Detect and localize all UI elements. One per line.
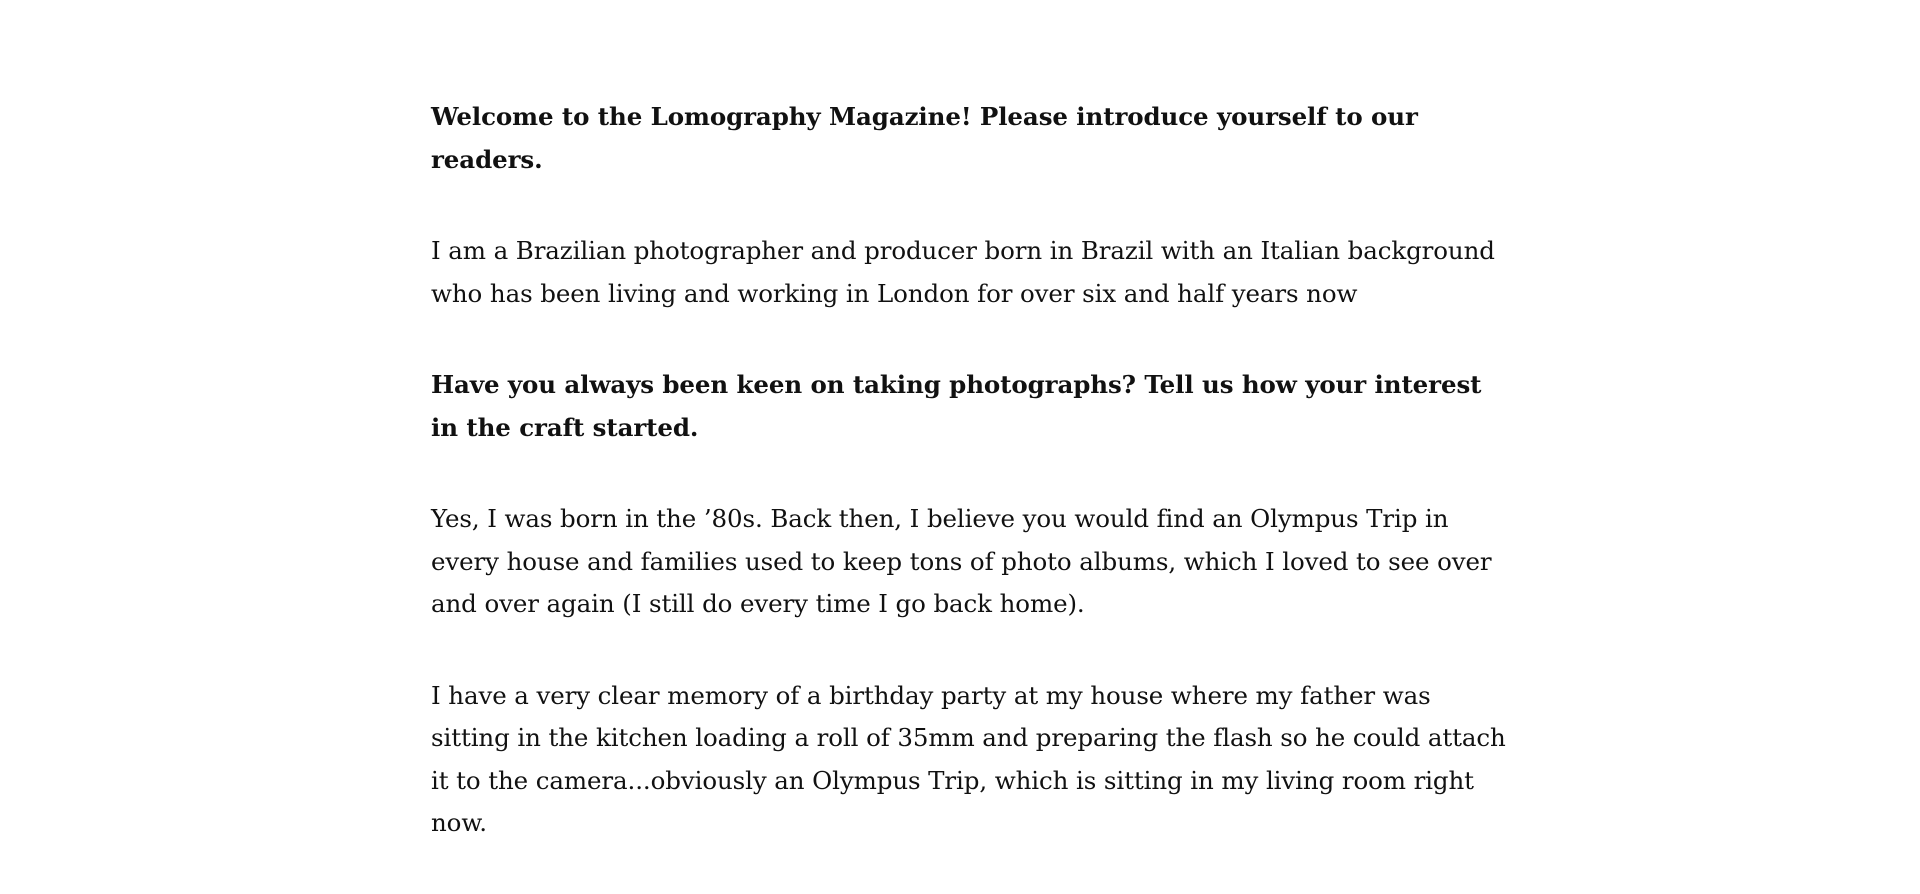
interview-answer: Yes, I was born in the ’80s. Back then, I believe you would find an Olympus Trip in every house and families used to keep tons of photo albums, which I loved to see over and over again (I still do every time I go back home). [431, 504, 1492, 618]
article-body [431, 96, 1511, 894]
interview-answer: I am a Brazilian photographer and producer born in Brazil with an Italian background who has been living and working in London for over six and half years now [431, 236, 1495, 308]
interview-question: Welcome to the Lomography Magazine! Please introduce yourself to our readers. [431, 102, 1418, 174]
interview-question: Have you always been keen on taking photographs? Tell us how your interest in the craft started. [431, 370, 1482, 442]
interview-answer: I have a very clear memory of a birthday party at my house where my father was sitting in the kitchen loading a roll of 35mm and preparing the flash so he could attach it to the camera...obviously an Olympus Trip, which is sitting in my living room right now. [431, 680, 1506, 837]
